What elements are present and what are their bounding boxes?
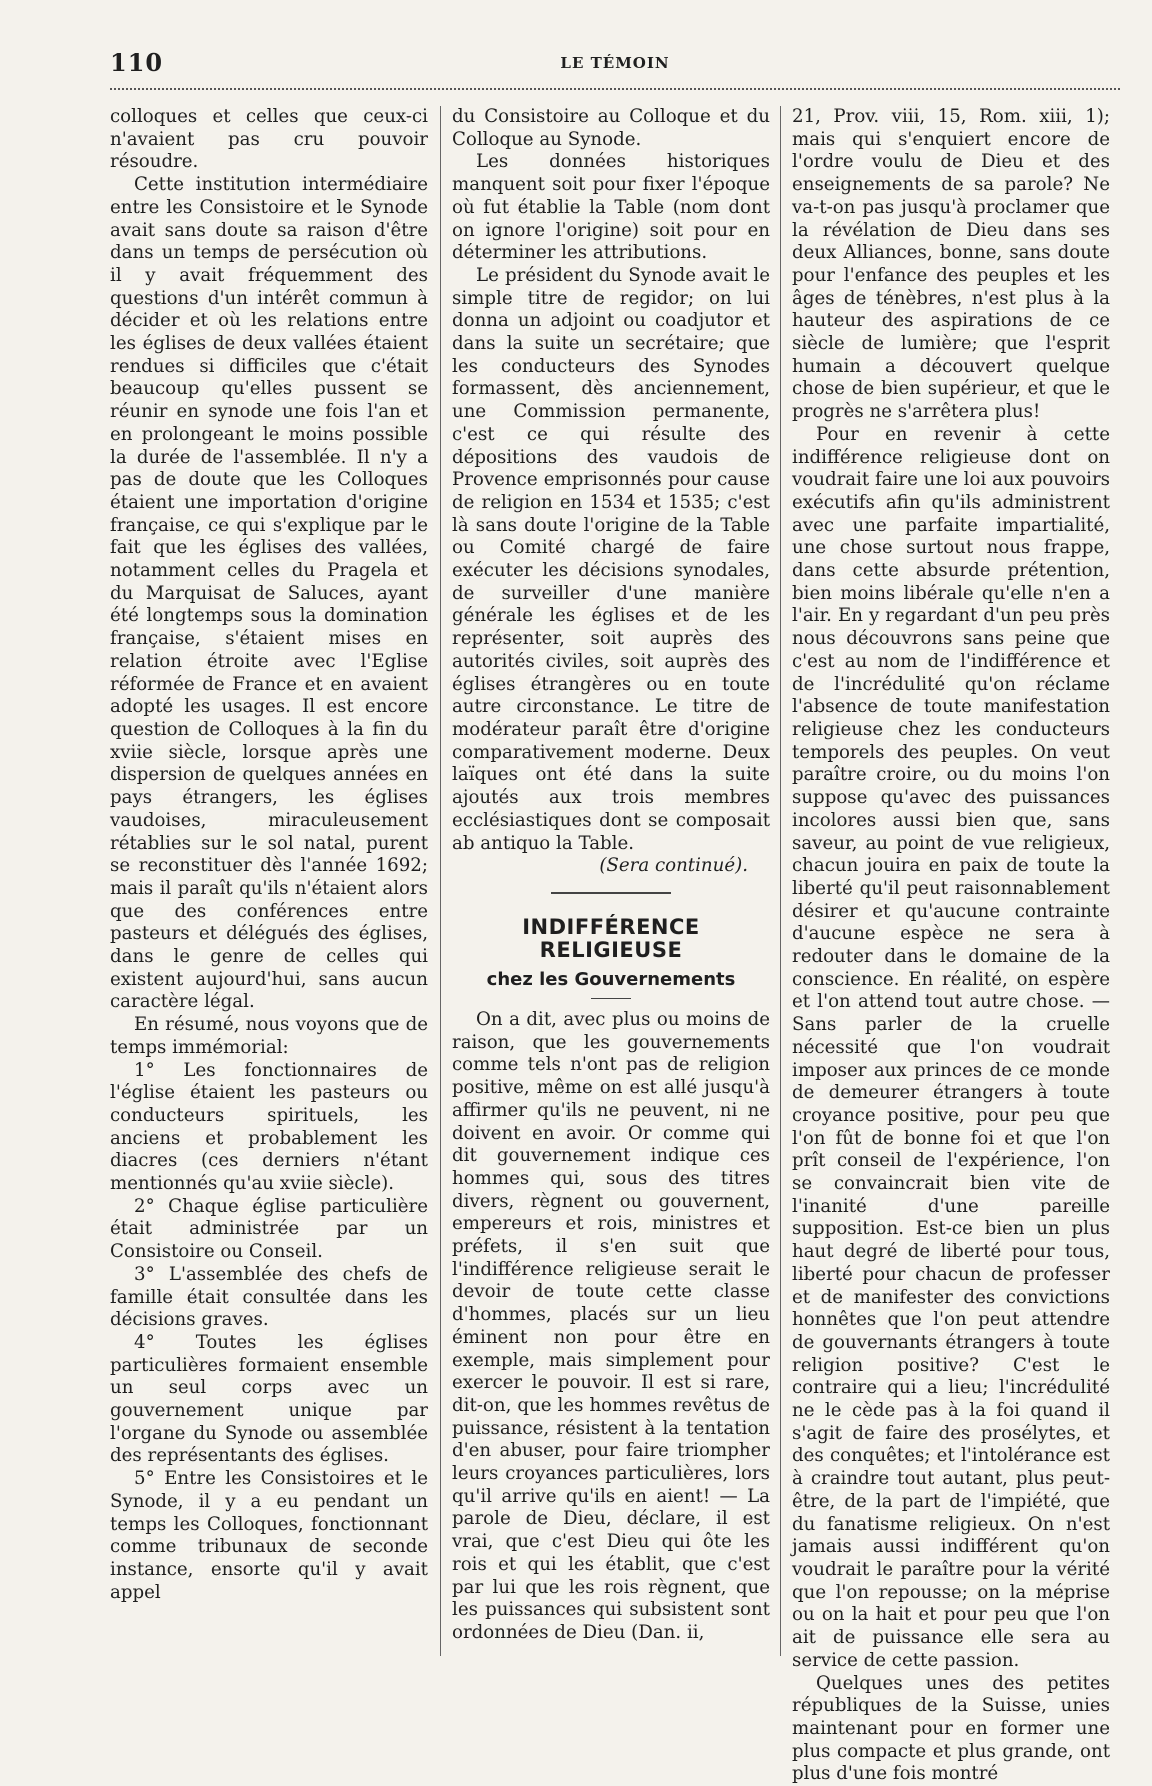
paragraph: En résumé, nous voyons que de temps immémorial: bbox=[110, 1014, 428, 1058]
paragraph: du Consistoire au Colloque et du Colloque au Synode. bbox=[452, 106, 770, 150]
page-number: 110 bbox=[110, 48, 164, 77]
paragraph: 4° Toutes les églises particulières formaient ensemble un seul corps avec un gouvernement unique par l'organe du Synode ou assemblée des représentants des églises. bbox=[110, 1331, 428, 1467]
text-column-1 bbox=[110, 106, 428, 1604]
continued-notice: (Sera continué). bbox=[599, 855, 748, 877]
page-header bbox=[110, 48, 1120, 90]
paragraph: Les données historiques manquent soit pour fixer l'époque où fut établie la Table (nom dont on ignore l'origine) soit pour en déterminer les attributions. bbox=[452, 151, 770, 264]
paragraph: On a dit, avec plus ou moins de raison, que les gouvernements comme tels n'ont pas de religion positive, même on est allé jusqu'à affirmer qu'ils ne peuvent, ni ne doivent en avoir. Or comme qui dit gouvernement indique ces hommes qui, sous des titres divers, règnent ou gouvernent, empereurs et rois, ministres et préfets, il s'en suit que l'indifférence religieuse serait le devoir de toute cette classe d'hommes, placés sur un lieu éminent non pour être en exemple, mais simplement pour exercer le pouvoir. Il est si rare, dit-on, que les hommes revêtus de puissance, résistent à la tentation d'en abuser, pour faire triompher leurs croyances particulières, lors qu'il arrive qu'ils en aient! — La parole de Dieu, déclare, il est vrai, que c'est Dieu qui ôte les rois et qui les établit, que c'est par lui que les rois règnent, que les puissances qui subsistent sont ordonnées de Dieu (Dan. ii, bbox=[452, 1009, 770, 1643]
paragraph: 2° Chaque église particulière était administrée par un Consistoire ou Conseil. bbox=[110, 1195, 428, 1263]
paragraph: 1° Les fonctionnaires de l'église étaient les pasteurs ou conducteurs spirituels, les anciens et probablement les diacres (ces derniers n'étant mentionnés qu'au xviie siècle). bbox=[110, 1059, 428, 1195]
section-separator bbox=[551, 892, 671, 894]
text-column-3 bbox=[792, 106, 1110, 1786]
paragraph: Cette institution intermédiaire entre les Consistoire et le Synode avait sans doute sa raison d'être dans un temps de persécution où il y avait fréquemment des questions d'un intérêt commun à décider et où les relations entre les églises de deux vallées étaient rendues si difficiles que c'était beaucoup qu'elles pussent se réunir en synode une fois l'an et en prolongeant le moins possible la durée de l'assemblée. Il n'y a pas de doute que les Colloques étaient une importation d'origine française, ce qui s'explique par le fait que les églises des vallées, notamment celles du Pragela et du Marquisat de Saluces, ayant été longtemps sous la domination française, s'étaient mises en relation étroite avec l'Eglise réformée de France et en avaient adopté les usages. Il est encore question de Colloques à la fin du xviie siècle, lorsque après une dispersion de quelques années en pays étrangers, les églises vaudoises, miraculeusement rétablies sur le sol natal, purent se reconstituer dès l'année 1692; mais il paraît qu'ils n'étaient alors que des conférences entre pasteurs et délégués des églises, dans le genre de celles qui existent aujourd'hui, sans aucun caractère légal. bbox=[110, 174, 428, 1013]
article-subtitle: chez les Gouvernements bbox=[486, 969, 736, 991]
paragraph: 21, Prov. viii, 15, Rom. xiii, 1); mais qui s'enquiert encore de l'ordre voulu de Dieu et des enseignements de sa parole? Ne va-t-on pas jusqu'à proclamer que la révélation de Dieu dans ses deux Alliances, bonne, sans doute pour l'enfance des peuples et les âges de ténèbres, n'est plus à la hauteur des aspirations de ce siècle de lumière; que l'esprit humain a découvert quelque chose de bien supérieur, et que le progrès ne s'arrêtera plus! bbox=[792, 106, 1110, 423]
paragraph: 3° L'assemblée des chefs de famille était consultée dans les décisions graves. bbox=[110, 1263, 428, 1331]
paragraph: Pour en revenir à cette indifférence religieuse dont on voudrait faire une loi aux pouvoirs exécutifs afin qu'ils administrent avec une parfaite impartialité, une chose surtout nous frappe, dans cette absurde prétention, bien moins libérale qu'elle n'en a l'air. En y regardant d'un peu près nous découvrons sans peine que c'est au nom de l'indifférence et de l'incrédulité qu'on réclame l'absence de toute manifestation religieuse chez les conducteurs temporels des peuples. On veut paraître croire, ou du moins l'on suppose qu'avec des puissances incolores aussi bien que, sans saveur, au point de vue religieux, chacun jouira en paix de toute la liberté qu'il peut raisonnablement désirer et qu'aucune contrainte d'aucune espèce ne sera à redouter dans le domaine de la conscience. En réalité, on espère et l'on attend tout autre chose. — Sans parler de la cruelle nécessité que l'on voudrait imposer aux princes de ce monde de demeurer étrangers à toute croyance positive, pour peu que l'on fût de bonne foi et que l'on prît conseil de l'expérience, l'on se convaincrait bien vite de l'inanité d'une pareille supposition. Est-ce bien un plus haut degré de liberté pour tous, liberté pour chacun de professer et de manifester des convictions honnêtes que l'on peut attendre de gouvernants étrangers à toute religion positive? C'est le contraire qui a lieu; l'incrédulité ne le cède pas à la foi quand il s'agit de faire des prosélytes, et des conquêtes; et l'intolérance est à craindre tout autant, plus peut-être, de la part de l'impiété, que du fanatisme religieux. On n'est jamais aussi indifférent qu'on voudrait le paraître pour la vérité que l'on repousse; on la méprise ou on la hait et pour peu que l'on ait de puissance elle sera au service de cette passion. bbox=[792, 423, 1110, 1671]
paragraph: Quelques unes des petites républiques de la Suisse, unies maintenant pour en former une plus compacte et plus grande, ont plus d'une fois montré bbox=[792, 1672, 1110, 1785]
article-title: INDIFFÉRENCE RELIGIEUSE bbox=[522, 914, 700, 962]
journal-title: LE TÉMOIN bbox=[560, 54, 670, 72]
paragraph: Le président du Synode avait le simple titre de regidor; on lui donna un adjoint ou coadjutor et dans la suite un secrétaire; que les conducteurs des Synodes formassent, dès anciennement, une Commission permanente, c'est ce qui résulte des dépositions des vaudois de Provence emprisonnés pour cause de religion en 1534 et 1535; c'est là sans doute l'origine de la Table ou Comité chargé de faire exécuter les décisions synodales, de surveiller d'une manière générale les églises et de les représenter, soit auprès des autorités civiles, soit auprès des églises étrangères ou en toute autre circonstance. Le titre de modérateur paraît être d'origine comparativement moderne. Deux laïques ont été dans la suite ajoutés aux trois membres ecclésiastiques dont se composait ab antiquo la Table. bbox=[452, 264, 770, 854]
paragraph: 5° Entre les Consistoires et le Synode, il y a eu pendant un temps les Colloques, fonctionnant comme tribunaux de seconde instance, ensorte qu'il y avait appel bbox=[110, 1468, 428, 1603]
title-separator bbox=[591, 998, 631, 999]
paragraph: colloques et celles que ceux-ci n'avaient pas cru pouvoir résoudre. bbox=[110, 106, 428, 173]
column-divider-2 bbox=[780, 106, 781, 1656]
text-column-2 bbox=[452, 106, 770, 1645]
column-divider-1 bbox=[440, 106, 441, 1656]
